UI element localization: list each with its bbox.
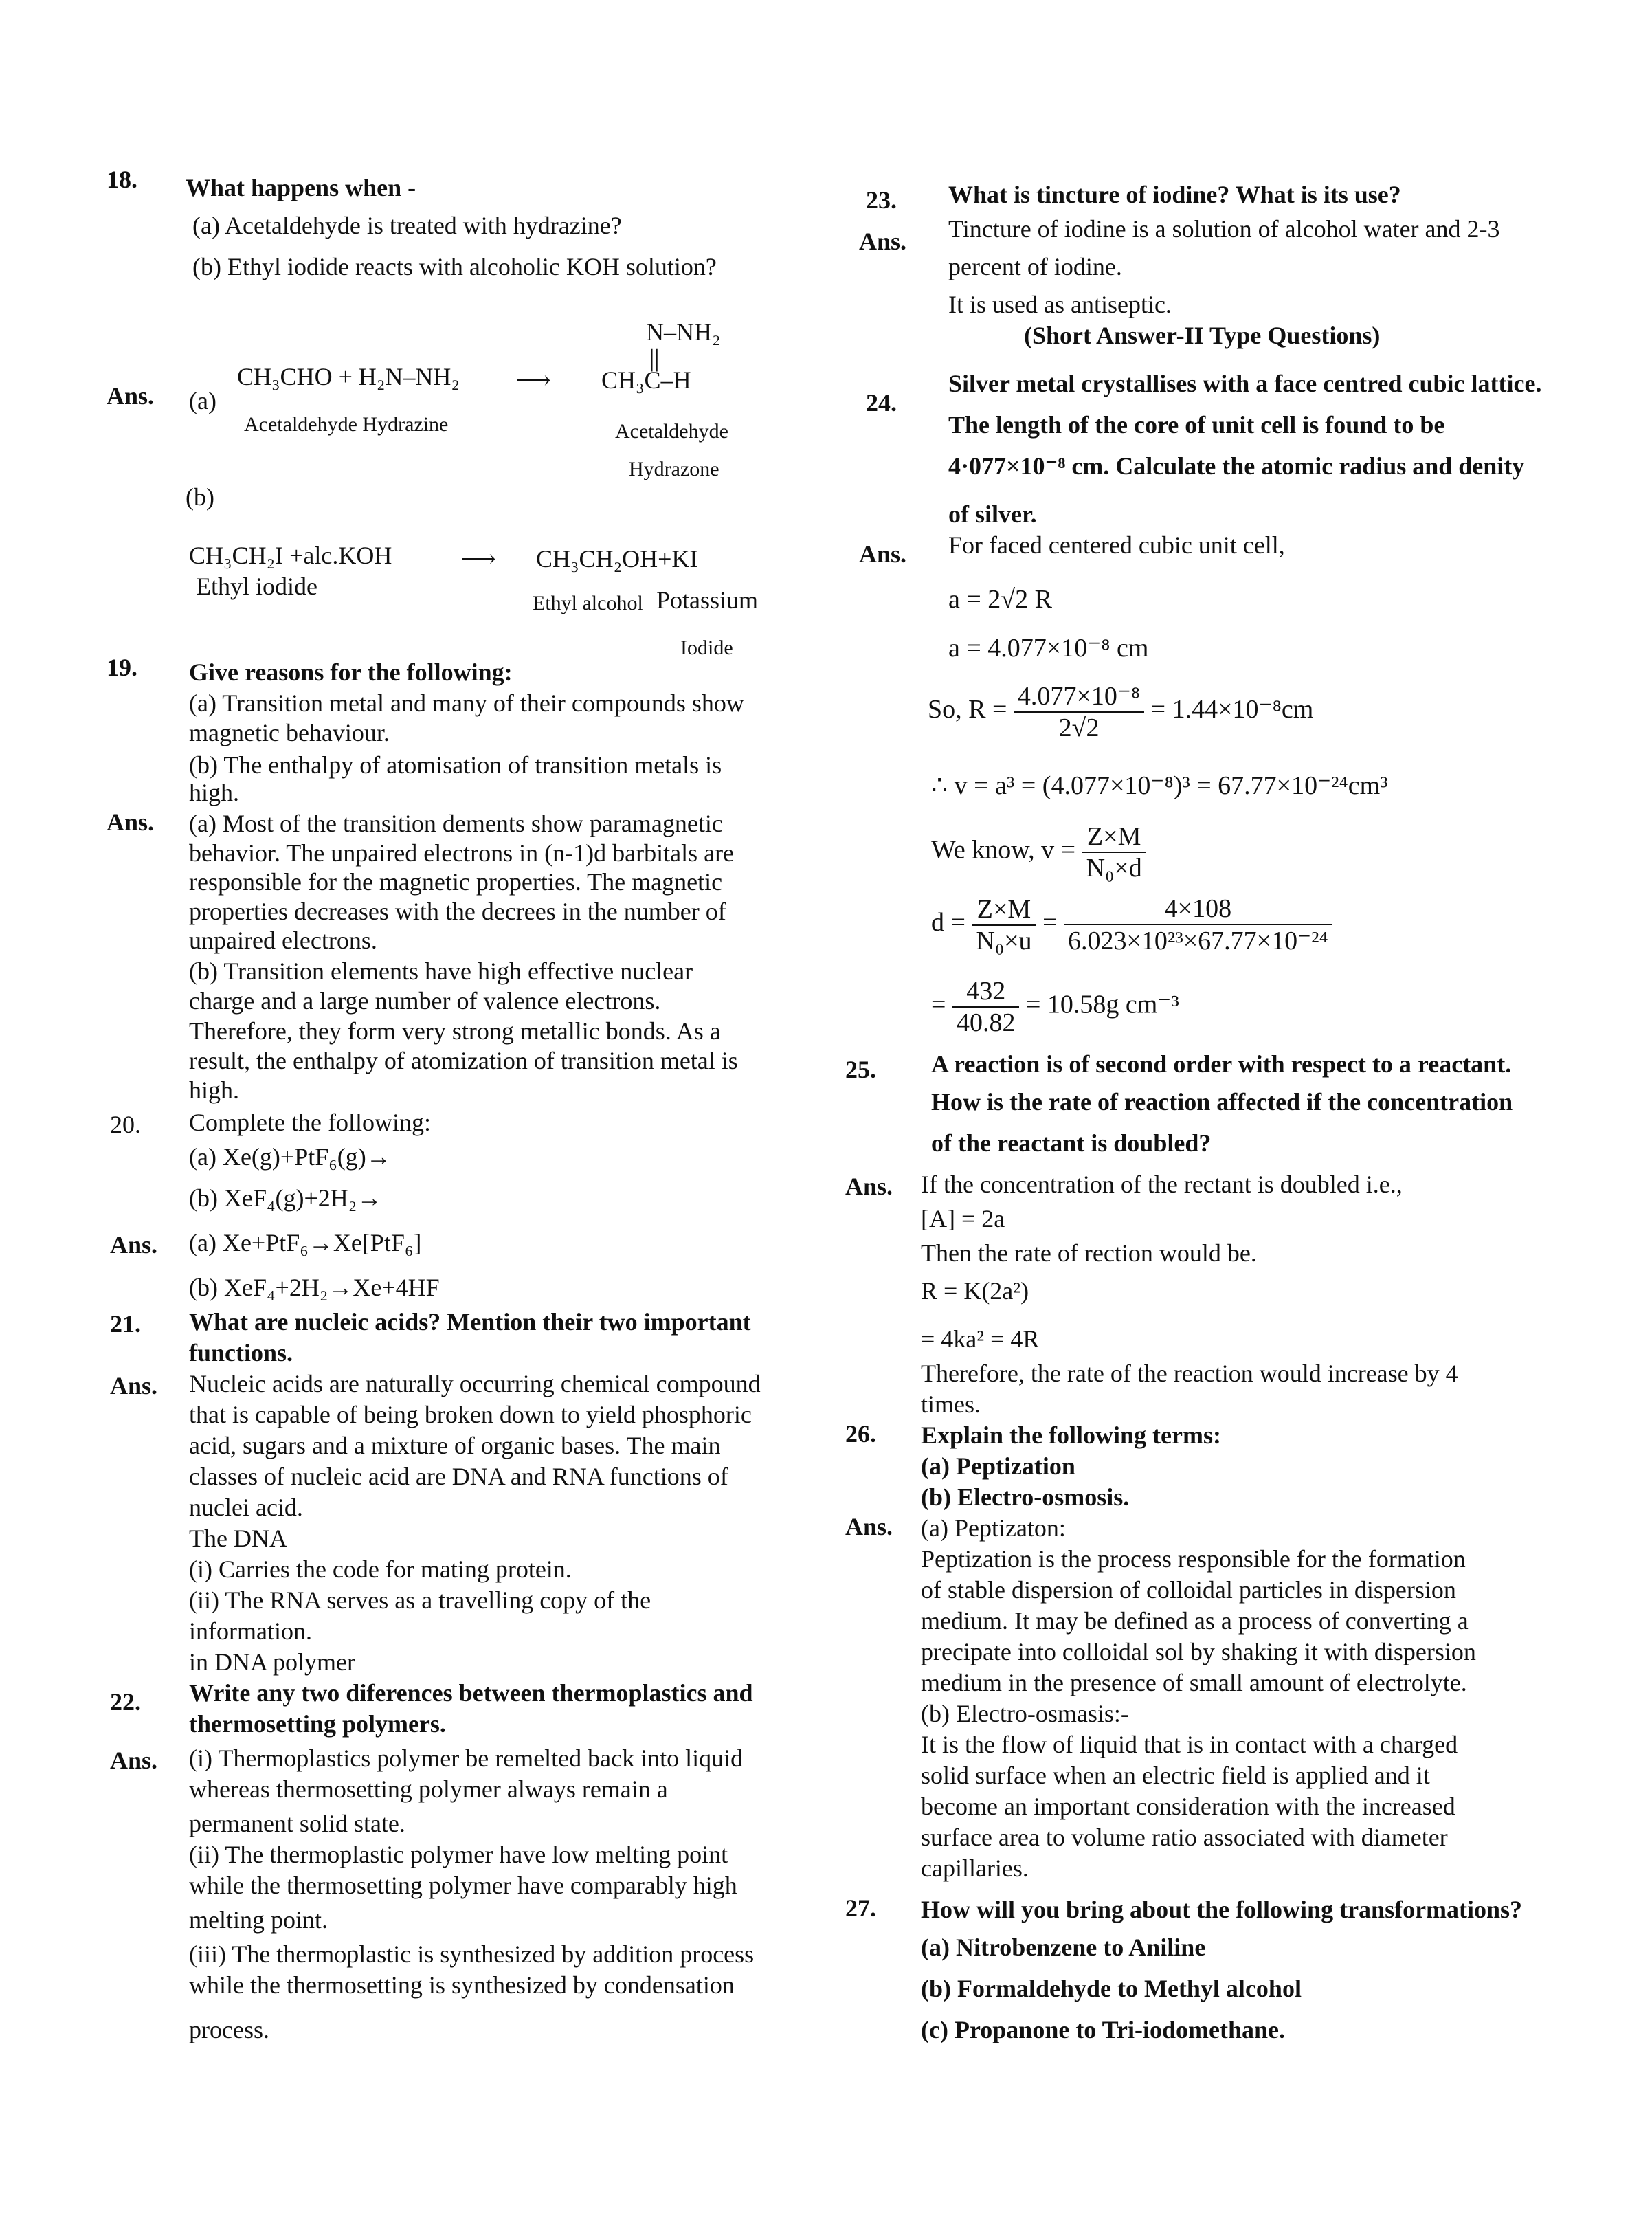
- denominator: 2√2: [1058, 713, 1100, 742]
- answer-text: (ii) The RNA serves as a travelling copy of the: [189, 1586, 651, 1614]
- equals: =: [1042, 908, 1064, 938]
- answer-text: times.: [921, 1391, 981, 1418]
- reaction: CH₃CH₂I +alc.KOH: [189, 542, 392, 569]
- question-text: A reaction is of second order with respect to a reactant.: [931, 1050, 1512, 1078]
- question-number: 21.: [110, 1310, 141, 1338]
- question-number: 19.: [107, 654, 137, 681]
- equation-volume: ∴ v = a³ = (4.077×10⁻⁸)³ = 67.77×10⁻²⁴cm³: [931, 771, 1388, 800]
- answer-text: It is the flow of liquid that is in contact with a charged: [921, 1731, 1458, 1758]
- question-text: thermosetting polymers.: [189, 1710, 446, 1738]
- fraction: [952, 976, 1020, 1038]
- fraction: [1014, 680, 1144, 743]
- answer-text: = 4ka² = 4R: [921, 1325, 1040, 1353]
- question-number: 18.: [107, 166, 137, 193]
- question-text: What are nucleic acids? Mention their two important: [189, 1308, 751, 1336]
- answer-text: precipate into colloidal sol by shaking it with dispersion: [921, 1638, 1476, 1665]
- answer-part: (a) Xe+PtF₆→Xe[PtF₆]: [189, 1229, 422, 1256]
- answer-text: permanent solid state.: [189, 1810, 405, 1837]
- reaction-product-top: N–NH₂: [646, 318, 721, 346]
- question-part: (b) Electro-osmosis.: [921, 1483, 1130, 1511]
- answer-text: (a) Peptizaton:: [921, 1514, 1066, 1542]
- double-bond: ||: [649, 344, 660, 372]
- answer-text: acid, sugars and a mixture of organic bases. The main: [189, 1432, 721, 1459]
- question-text: What happens when -: [186, 174, 416, 201]
- question-part: (a) Xe(g)+PtF₆(g)→: [189, 1143, 391, 1171]
- answer-text: Tincture of iodine is a solution of alcohol water and 2-3: [948, 215, 1500, 243]
- answer-text: while the thermosetting polymer have comparably high: [189, 1872, 737, 1899]
- reaction-product: CH₃CH₂OH+KI: [536, 545, 698, 573]
- answer-text: The DNA: [189, 1525, 287, 1552]
- equation-lhs: d =: [931, 908, 965, 938]
- question-part: magnetic behaviour.: [189, 719, 390, 746]
- answer-text: (a) Most of the transition dements show paramagnetic: [189, 810, 723, 837]
- answer-text: (ii) The thermoplastic polymer have low melting point: [189, 1841, 728, 1868]
- question-text: How is the rate of reaction affected if the concentration: [931, 1088, 1513, 1116]
- question-part: (b) The enthalpy of atomisation of transition metals is: [189, 751, 722, 779]
- reactant-labels: Acetaldehyde Hydrazine: [244, 413, 449, 436]
- answer-label: Ans.: [107, 808, 155, 836]
- equation-rhs: = 1.44×10⁻⁸cm: [1150, 695, 1314, 724]
- answer-label: Ans.: [845, 1173, 893, 1200]
- question-part: (b) Formaldehyde to Methyl alcohol: [921, 1975, 1302, 2002]
- answer-text: (iii) The thermoplastic is synthesized by addition process: [189, 1940, 755, 1968]
- answer-text: nuclei acid.: [189, 1494, 303, 1521]
- question-part: (a) Acetaldehyde is treated with hydrazine?: [192, 212, 622, 239]
- question-text: Give reasons for the following:: [189, 658, 513, 686]
- section-heading: (Short Answer-II Type Questions): [1024, 322, 1381, 349]
- equation-rhs: = 10.58g cm⁻³: [1025, 990, 1179, 1019]
- answer-text: Therefore, they form very strong metallic bonds. As a: [189, 1017, 721, 1045]
- question-part: (b) XeF₄(g)+2H₂→: [189, 1184, 382, 1212]
- question-number: 27.: [845, 1894, 876, 1922]
- question-number: 24.: [866, 389, 897, 417]
- question-part: (a) Transition metal and many of their compounds show: [189, 689, 744, 717]
- question-text: Explain the following terms:: [921, 1421, 1221, 1449]
- question-text: Write any two diferences between thermoplastics and: [189, 1679, 753, 1707]
- equation-lhs: So, R =: [928, 695, 1007, 724]
- numerator: 432: [952, 976, 1020, 1008]
- product-label: Ethyl alcohol: [533, 592, 643, 614]
- answer-text: result, the enthalpy of atomization of transition metal is: [189, 1047, 738, 1074]
- question-text: How will you bring about the following transformations?: [921, 1896, 1523, 1923]
- answer-text: while the thermosetting is synthesized by condensation: [189, 1971, 735, 1999]
- answer-text: If the concentration of the rectant is doubled i.e.,: [921, 1171, 1403, 1198]
- arrow: ⟶: [515, 366, 551, 394]
- answer-label: Ans.: [107, 382, 155, 410]
- question-text: 4·077×10⁻⁸ cm. Calculate the atomic radius and denity: [948, 452, 1525, 480]
- answer-text: surface area to volume ratio associated with diameter: [921, 1824, 1448, 1851]
- product-label: Potassium: [656, 586, 759, 614]
- answer-part: (a): [189, 387, 216, 414]
- answer-text: percent of iodine.: [948, 253, 1122, 280]
- arrow: ⟶: [460, 545, 496, 573]
- answer-text: behavior. The unpaired electrons in (n-1)d barbitals are: [189, 839, 735, 867]
- answer-text: solid surface when an electric field is applied and it: [921, 1762, 1430, 1789]
- product-label: Hydrazone: [629, 458, 719, 480]
- question-part: (b) Ethyl iodide reacts with alcoholic KOH solution?: [192, 253, 717, 280]
- answer-label: Ans.: [110, 1747, 158, 1774]
- answer-text: medium. It may be defined as a process of converting a: [921, 1607, 1469, 1635]
- question-number: 20.: [110, 1111, 141, 1138]
- answer-text: melting point.: [189, 1906, 328, 1934]
- question-text: of silver.: [948, 500, 1037, 528]
- answer-label: Ans.: [845, 1513, 893, 1540]
- answer-label: Ans.: [859, 228, 907, 255]
- fraction: [1064, 894, 1332, 956]
- question-part: (c) Propanone to Tri-iodomethane.: [921, 2016, 1285, 2043]
- question-part: (a) Peptization: [921, 1452, 1075, 1480]
- denominator: 40.82: [956, 1008, 1016, 1037]
- answer-label: Ans.: [859, 540, 907, 568]
- answer-text: (i) Thermoplastics polymer be remelted back into liquid: [189, 1744, 744, 1772]
- answer-text: R = K(2a²): [921, 1277, 1029, 1305]
- question-text: Complete the following:: [189, 1109, 431, 1136]
- equation-known: [931, 821, 1146, 883]
- answer-text: (b) Electro-osmasis:-: [921, 1700, 1129, 1727]
- answer-text: unpaired electrons.: [189, 927, 377, 954]
- answer-text: It is used as antiseptic.: [948, 291, 1172, 318]
- answer-text: information.: [189, 1617, 312, 1645]
- question-text: The length of the core of unit cell is found to be: [948, 411, 1445, 439]
- answer-text: process.: [189, 2016, 269, 2043]
- answer-label: Ans.: [110, 1372, 158, 1399]
- answer-text: Nucleic acids are naturally occurring chemical compound: [189, 1370, 761, 1397]
- reaction: CH₃CHO + H₂N–NH₂: [237, 363, 460, 390]
- numerator: Z×M: [972, 894, 1036, 926]
- question-part: (a) Nitrobenzene to Aniline: [921, 1934, 1206, 1961]
- fraction: [1082, 821, 1146, 883]
- denominator: N₀×u: [976, 926, 1032, 955]
- answer-part: (b): [186, 483, 214, 511]
- answer-text: For faced centered cubic unit cell,: [948, 531, 1285, 559]
- equation-radius: [928, 680, 1313, 743]
- question-text: Silver metal crystallises with a face centred cubic lattice.: [948, 370, 1542, 397]
- question-text: What is tincture of iodine? What is its use?: [948, 181, 1401, 208]
- equation-lhs: We know, v =: [931, 835, 1076, 865]
- question-number: 22.: [110, 1688, 141, 1716]
- answer-text: whereas thermosetting polymer always remain a: [189, 1775, 668, 1803]
- equation: a = 2√2 R: [948, 585, 1052, 614]
- answer-text: (b) Transition elements have high effective nuclear: [189, 957, 693, 985]
- answer-label: Ans.: [110, 1231, 158, 1259]
- answer-text: properties decreases with the decrees in the number of: [189, 898, 726, 925]
- equation-density: [931, 894, 1332, 956]
- equation-result: [931, 976, 1179, 1038]
- answer-text: medium in the presence of small amount of electrolyte.: [921, 1669, 1467, 1696]
- numerator: Z×M: [1082, 821, 1146, 853]
- answer-text: Then the rate of rection would be.: [921, 1239, 1257, 1267]
- answer-text: responsible for the magnetic properties. The magnetic: [189, 868, 723, 896]
- reactant-label: Ethyl iodide: [196, 573, 317, 600]
- answer-text: high.: [189, 1076, 240, 1104]
- equation: a = 4.077×10⁻⁸ cm: [948, 634, 1149, 663]
- question-part: high.: [189, 779, 240, 806]
- answer-text: of stable dispersion of colloidal particles in dispersion: [921, 1576, 1456, 1604]
- answer-text: become an important consideration with the increased: [921, 1793, 1455, 1820]
- equals: =: [931, 990, 952, 1019]
- question-text: functions.: [189, 1339, 293, 1366]
- question-text: of the reactant is doubled?: [931, 1129, 1212, 1157]
- answer-text: Therefore, the rate of the reaction would increase by 4: [921, 1360, 1458, 1387]
- question-number: 26.: [845, 1420, 876, 1448]
- product-label: Acetaldehyde: [615, 420, 728, 443]
- answer-text: Peptization is the process responsible for the formation: [921, 1545, 1466, 1573]
- question-number: 25.: [845, 1056, 876, 1083]
- answer-text: classes of nucleic acid are DNA and RNA functions of: [189, 1463, 728, 1490]
- numerator: 4.077×10⁻⁸: [1014, 680, 1144, 713]
- product-label: Iodide: [680, 636, 733, 659]
- answer-text: in DNA polymer: [189, 1648, 355, 1676]
- answer-text: capillaries.: [921, 1854, 1029, 1882]
- numerator: 4×108: [1064, 894, 1332, 925]
- answer-text: (i) Carries the code for mating protein.: [189, 1555, 572, 1583]
- question-number: 23.: [866, 186, 897, 214]
- answer-part: (b) XeF₄+2H₂→Xe+4HF: [189, 1274, 440, 1301]
- answer-text: that is capable of being broken down to yield phosphoric: [189, 1401, 752, 1428]
- fraction: [972, 894, 1036, 956]
- answer-text: charge and a large number of valence electrons.: [189, 987, 661, 1015]
- denominator: 6.023×10²³×67.77×10⁻²⁴: [1068, 927, 1328, 955]
- reaction-product: CH₃C–H: [601, 366, 691, 394]
- answer-text: [A] = 2a: [921, 1205, 1005, 1232]
- denominator: N₀×d: [1086, 854, 1142, 883]
